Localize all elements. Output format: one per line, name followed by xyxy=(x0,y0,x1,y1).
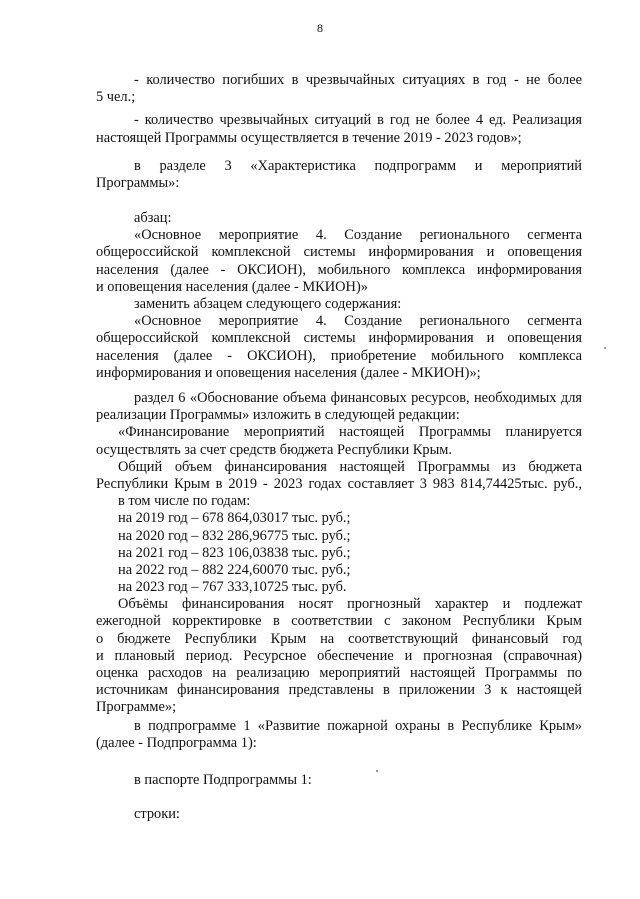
text-line: реализации Программы» изложить в следующей редакции: xyxy=(96,407,460,424)
text-line: раздел 6 «Обоснование объема финансовых ресурсов, необходимых для xyxy=(134,390,582,406)
text-line: общероссийской комплексной системы информирования и оповещения xyxy=(96,330,582,347)
subprogram-block xyxy=(96,718,582,752)
year-line: на 2023 год – 767 333,10725 тыс. руб. xyxy=(118,579,347,596)
text-line: населения (далее - ОКСИОН), приобретение мобильного комплекса xyxy=(96,347,582,364)
text-line: осуществлять за счет средств бюджета Республики Крым. xyxy=(96,441,452,458)
text-line: в том числе по годам: xyxy=(118,493,251,510)
text-line: Республики Крым в 2019 - 2023 годах составляет 3 983 814,74425тыс. руб., xyxy=(96,475,582,492)
text-line: источникам финансирования представлены в приложении 3 к настоящей xyxy=(96,682,582,699)
year-line: на 2019 год – 678 864,03017 тыс. руб.; xyxy=(118,510,351,527)
text-line: о бюджете Республики Крым на соответствующий финансовый год xyxy=(96,630,582,647)
text-line: «Основное мероприятие 4. Создание регионального сегмента xyxy=(134,313,582,330)
text-line: - количество погибших в чрезвычайных ситуациях в год - не более xyxy=(134,72,582,88)
text-line: ежегодной корректировке в соответствии с законом Республики Крым xyxy=(96,613,582,630)
page-number: 8 xyxy=(317,21,323,35)
text-line: «Финансирование мероприятий настоящей Программы планируется xyxy=(118,424,582,441)
text-line: Программе»; xyxy=(96,699,177,716)
year-line: на 2021 год – 823 106,03838 тыс. руб.; xyxy=(118,544,351,561)
text-line: населения (далее - ОКСИОН), мобильного комплекса информирования xyxy=(96,261,582,278)
text-line: информирования и оповещения населения (далее - МКИОН)»; xyxy=(96,364,481,381)
year-line: на 2020 год – 832 286,96775 тыс. руб.; xyxy=(118,527,351,544)
section6-block xyxy=(96,390,582,717)
scan-speck xyxy=(376,770,378,772)
text-line: и плановый период. Ресурсное обеспечение и прогнозная (справочная) xyxy=(96,647,582,664)
text-line: оценка расходов на реализацию мероприятий настоящей Программы по xyxy=(96,665,582,681)
text-line: Объёмы финансирования носят прогнозный характер и подлежат xyxy=(118,596,582,613)
old-paragraph-block xyxy=(96,210,582,382)
text-line: Программы»: xyxy=(96,175,180,192)
text-line: - количество чрезвычайных ситуаций в год не более 4 ед. Реализация xyxy=(134,112,582,129)
abzac-label: абзац: xyxy=(134,210,172,226)
text-line: (далее - Подпрограмма 1): xyxy=(96,735,257,752)
year-line: на 2022 год – 882 224,60070 тыс. руб.; xyxy=(118,561,351,578)
text-line: в разделе 3 «Характеристика подпрограмм и мероприятий xyxy=(134,158,582,174)
text-line: Общий объем финансирования настоящей Программы из бюджета xyxy=(118,458,582,475)
text-line: и оповещения населения (далее - МКИОН)» xyxy=(96,278,368,295)
text-line: настоящей Программы осуществляется в течение 2019 - 2023 годов»; xyxy=(96,129,522,146)
text-line: в подпрограмме 1 «Развитие пожарной охраны в Республике Крым» xyxy=(134,718,582,734)
text-line: «Основное мероприятие 4. Создание регионального сегмента xyxy=(134,227,582,244)
text-line: строки: xyxy=(134,806,180,822)
scan-speck xyxy=(604,347,606,349)
text-line: общероссийской комплексной системы информирования и оповещения xyxy=(96,244,582,261)
passport-block xyxy=(96,772,582,789)
rows-block xyxy=(96,806,582,823)
replace-label: заменить абзацем следующего содержания: xyxy=(134,295,402,312)
indicators-block xyxy=(96,72,582,147)
text-line: в паспорте Подпрограммы 1: xyxy=(134,772,312,788)
text-line: 5 чел.; xyxy=(96,89,136,106)
section3-block xyxy=(96,158,582,192)
